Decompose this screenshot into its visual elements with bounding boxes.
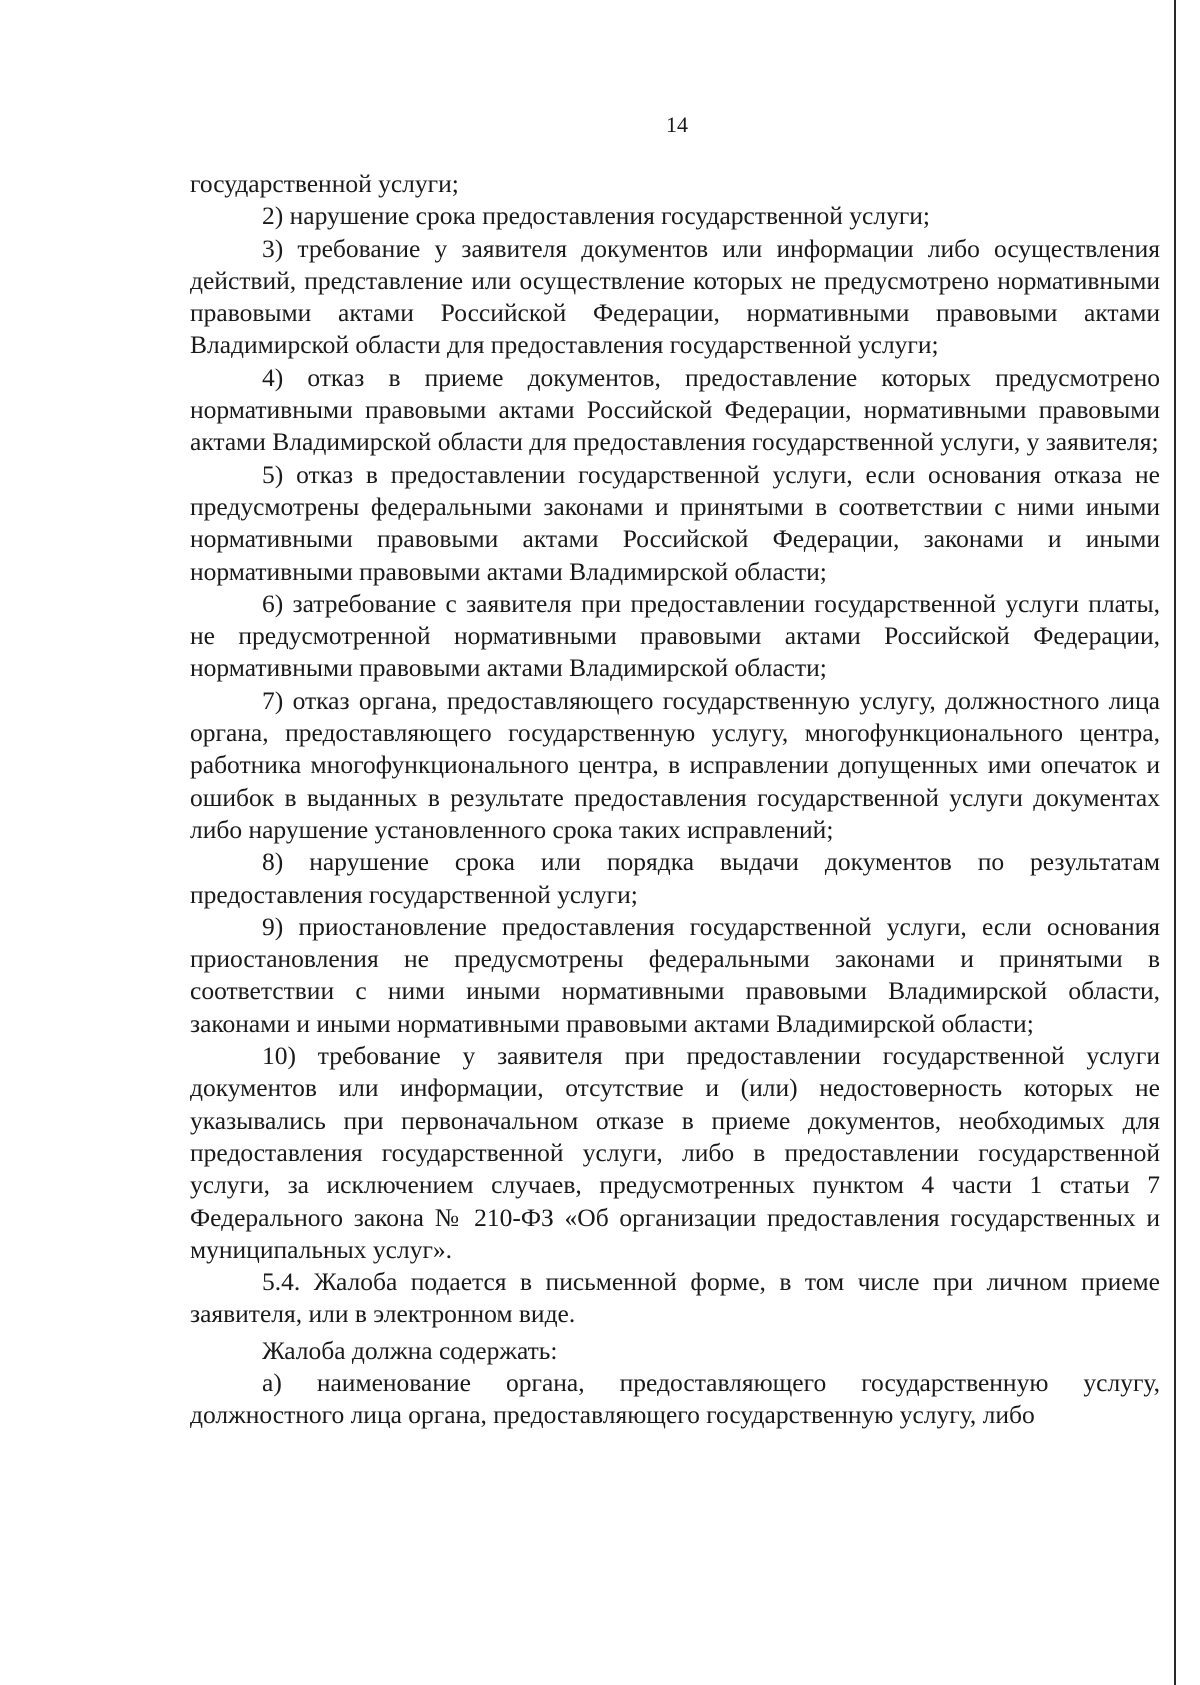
complaint-contents-heading: Жалоба должна содержать: <box>262 1335 558 1365</box>
page-number: 14 <box>666 112 688 137</box>
list-item-5: 5) отказ в предоставлении государственной услуги, если основания отказа не предусмотрены федеральными законами и принятыми в соответствии с ними иными нормативными правовыми актами Российской Федерации, законами и иными нормативными правовыми актами Владимирской области; <box>190 459 1160 586</box>
list-item-4: 4) отказ в приеме документов, предоставление которых предусмотрено нормативными правовыми актами Российской Федерации, нормативными правовыми актами Владимирской области для предоставления государственной услуги, у заявителя; <box>190 362 1160 457</box>
section-5-4-paragraph: 5.4. Жалоба подается в письменной форме, в том числе при личном приеме заявителя, или в электронном виде. <box>190 1267 1160 1329</box>
paragraph-continuation: государственной услуги; <box>190 169 459 198</box>
list-item-8: 8) нарушение срока или порядка выдачи документов по результатам предоставления государственной услуги; <box>190 847 1160 909</box>
list-item-2: 2) нарушение срока предоставления государственной услуги; <box>262 201 931 231</box>
document-body <box>190 168 1160 1432</box>
list-item-3: 3) требование у заявителя документов или информации либо осуществления действий, представление или осуществление которых не предусмотрено нормативными правовыми актами Российской Федерации, нормативными правовыми актами Владимирской области для предоставления государственной услуги; <box>190 233 1160 360</box>
list-item-10: 10) требование у заявителя при предоставлении государственной услуги документов или информации, отсутствие и (или) недостоверность которых не указывались при первоначальном отказе в приеме документов, необходимых для предоставления государственной услуги, либо в предоставлении государственной услуги, за исключением случаев, предусмотренных пунктом 4 части 1 статьи 7 Федерального закона № 210-ФЗ «Об организации предоставления государственных и муниципальных услуг». <box>190 1041 1160 1264</box>
list-item-9: 9) приостановление предоставления государственной услуги, если основания приостановления не предусмотрены федеральными законами и принятыми в соответствии с ними иными нормативными правовыми Владимирской области, законами и иными нормативными правовыми актами Владимирской области; <box>190 911 1160 1038</box>
scan-edge-line <box>1174 0 1176 1685</box>
complaint-item-a: а) наименование органа, предоставляющего государственную услугу, должностного лица органа, предоставляющего государственную услугу, либо <box>190 1367 1160 1430</box>
list-item-7: 7) отказ органа, предоставляющего государственную услугу, должностного лица органа, предоставляющего государственную услугу, многофункционального центра, работника многофункционального центра, в исправлении допущенных ими опечаток и ошибок в выданных в результате предоставления государственной услуги документах либо нарушение установленного срока таких исправлений; <box>190 685 1160 844</box>
list-item-6: 6) затребование с заявителя при предоставлении государственной услуги платы, не предусмотренной нормативными правовыми актами Российской Федерации, нормативными правовыми актами Владимирской области; <box>190 588 1160 683</box>
